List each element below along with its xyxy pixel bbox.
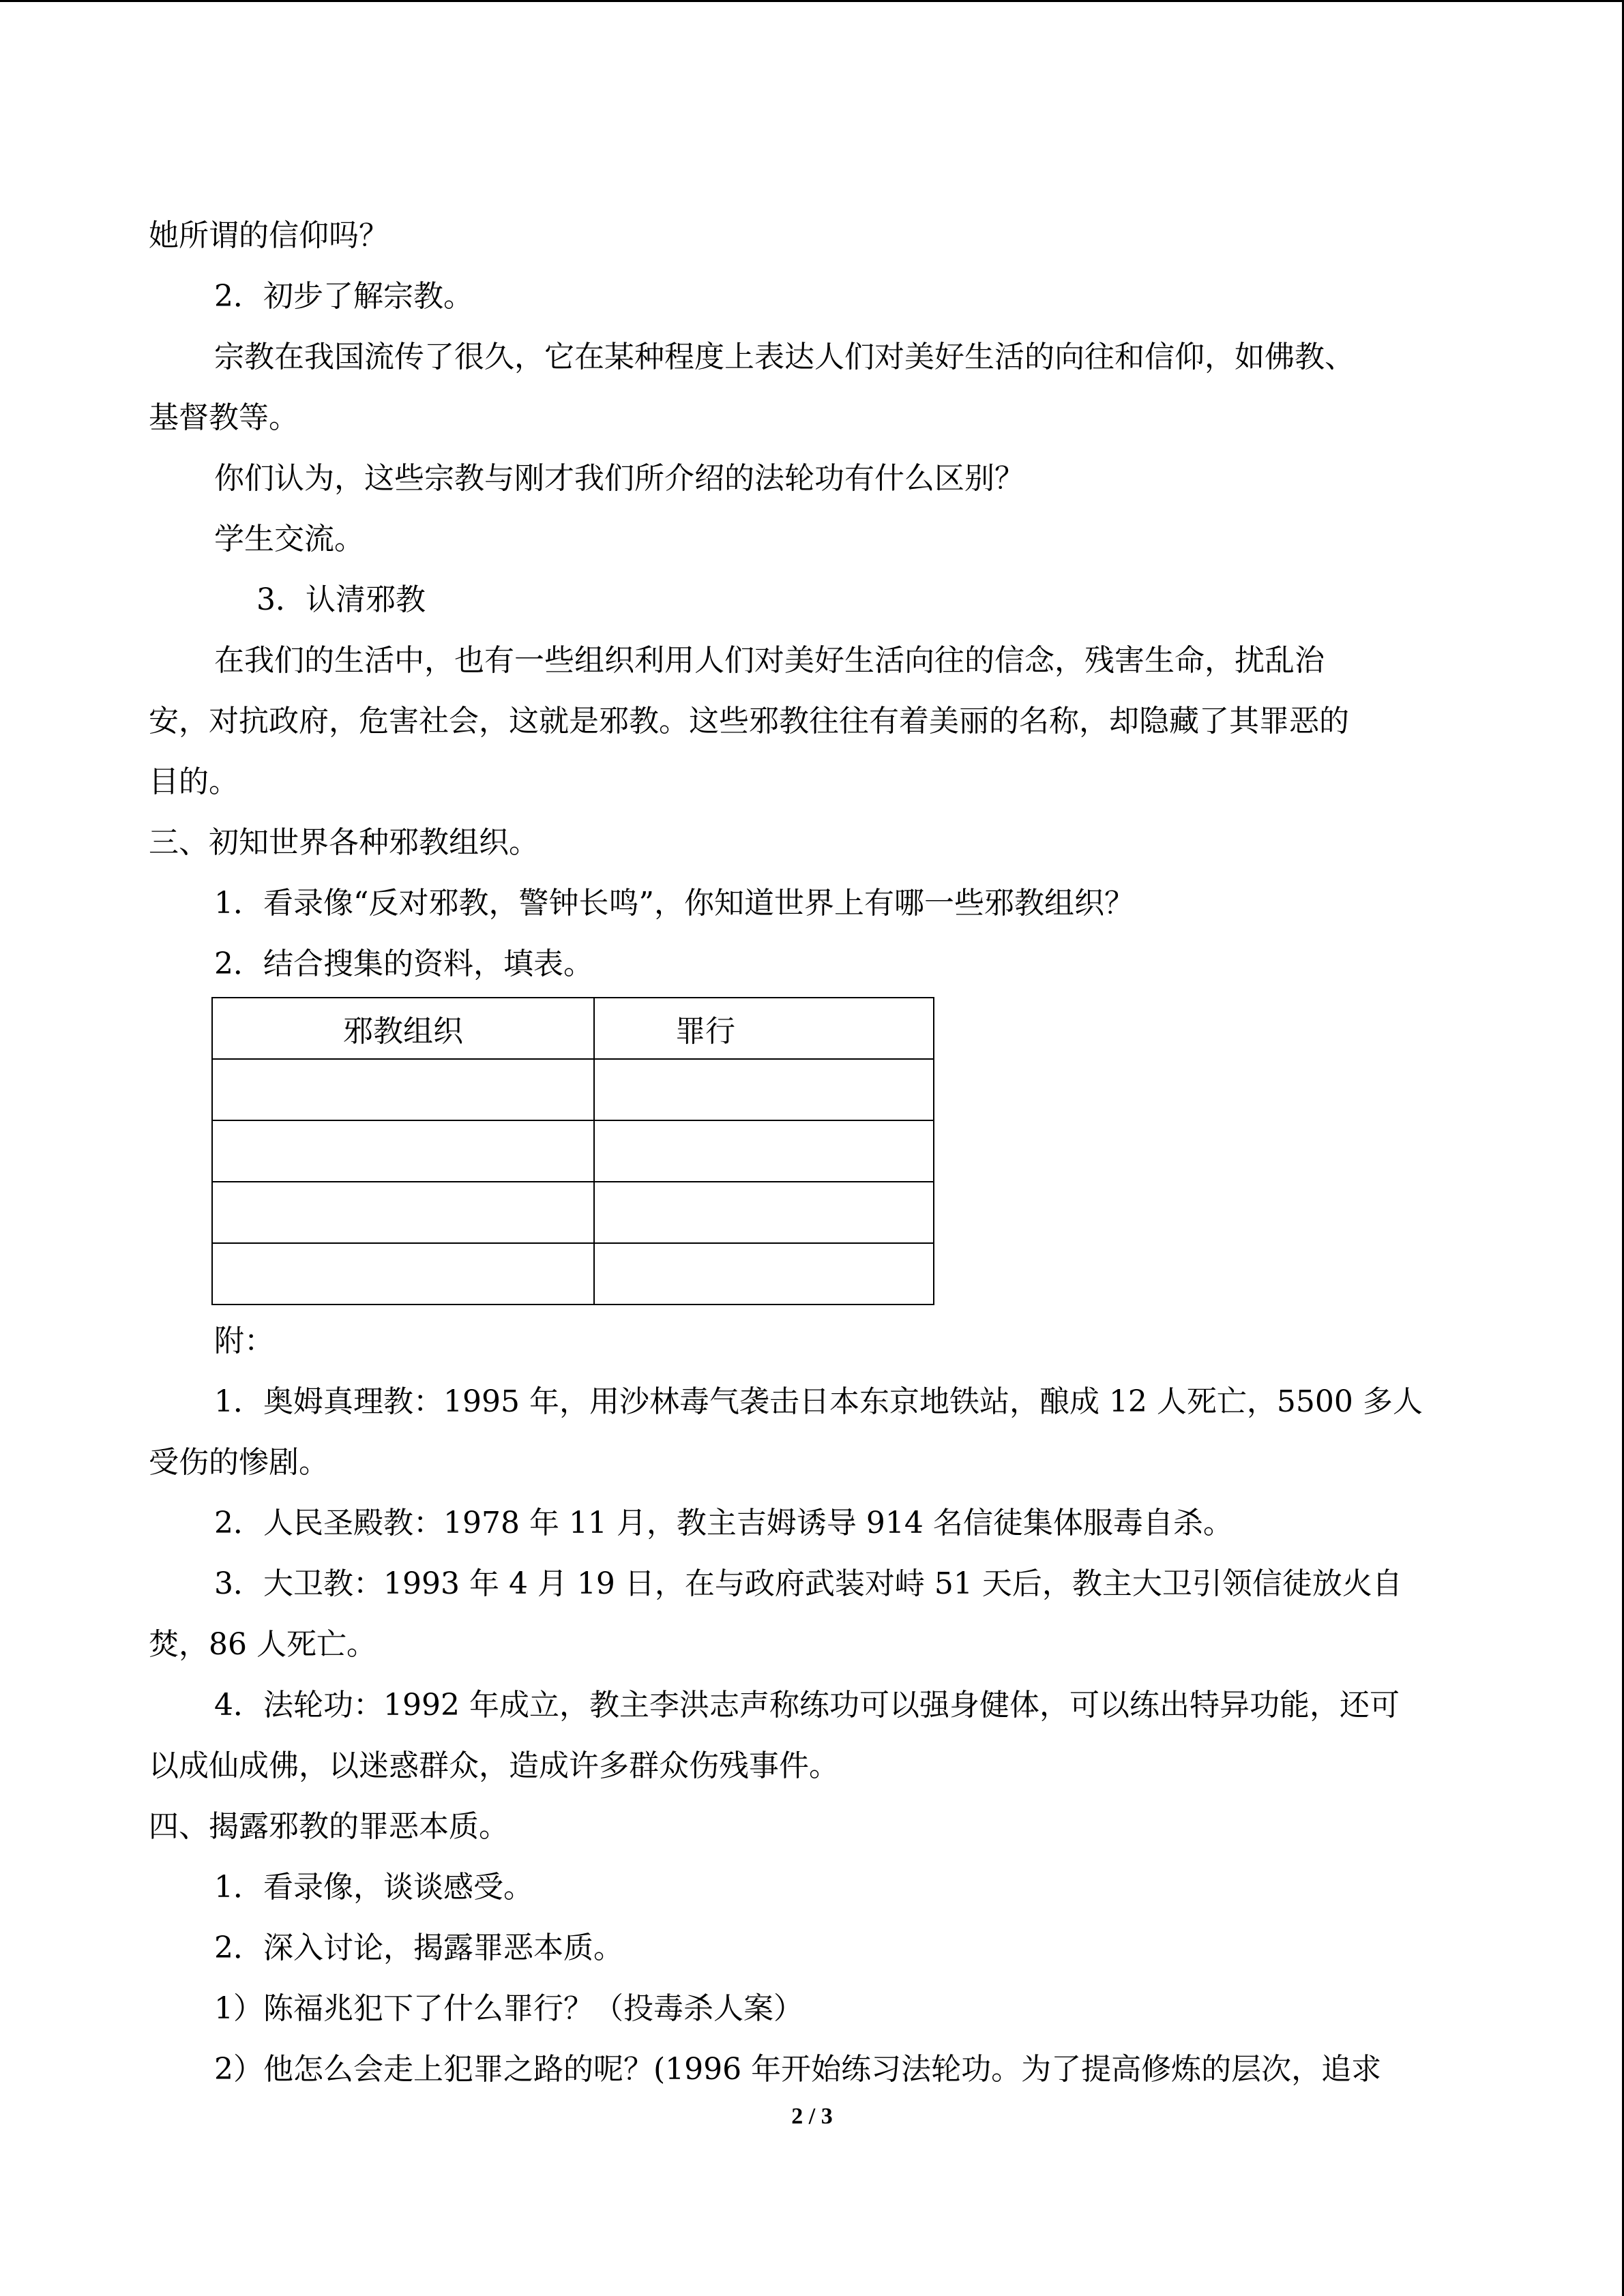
text-line: 1．看录像“反对邪教，警钟长鸣”，你知道世界上有哪一些邪教组织？ [214,886,1134,921]
table-cell [594,1243,934,1304]
text-line: 目的。 [149,764,239,799]
text-line: 2．人民圣殿教：1978 年 11 月，教主吉姆诱导 914 名信徒集体服毒自杀。 [214,1506,1233,1540]
table-row [212,1120,934,1182]
paragraphs-bottom [149,1311,1486,2100]
text-line: 4．法轮功：1992 年成立，教主李洪志声称练功可以强身健体，可以练出特异功能，还可 [214,1688,1400,1723]
text-line: 宗教在我国流传了很久，它在某种程度上表达人们对美好生活的向往和信仰，如佛教、 [214,340,1355,374]
table-cell [212,1243,594,1304]
table-row [212,1243,934,1304]
text-line: 你们认为，这些宗教与刚才我们所介绍的法轮功有什么区别？ [214,461,1024,496]
text-line: 安，对抗政府，危害社会，这就是邪教。这些邪教往往有着美丽的名称，却隐藏了其罪恶的 [149,704,1349,739]
fill-in-table [211,997,934,1305]
text-line: 附： [214,1324,274,1358]
text-line: 2．结合搜集的资料，填表。 [214,946,593,981]
text-line: 焚，86 人死亡。 [149,1627,377,1662]
text-line: 1．奥姆真理教：1995 年，用沙林毒气袭击日本东京地铁站，酿成 12 人死亡，5500 多人 [214,1384,1423,1419]
text-line: 学生交流。 [214,522,364,556]
document-body [149,205,1486,2100]
table-cell [594,1120,934,1182]
table-header-row [212,998,934,1059]
table-header-crimes: 罪行 [594,998,934,1059]
text-line: 受伤的惨剧。 [149,1445,329,1480]
table-row [212,1059,934,1120]
text-line: 2）他怎么会走上犯罪之路的呢？(1996 年开始练习法轮功。为了提高修炼的层次，追求 [214,2052,1382,2087]
text-line: 四、揭露邪教的罪恶本质。 [149,1809,509,1844]
text-line: 在我们的生活中，也有一些组织利用人们对美好生活向往的信念，残害生命，扰乱治 [214,643,1325,678]
table-cell [594,1059,934,1120]
text-line: 1）陈福兆犯下了什么罪行？（投毒杀人案） [214,1991,803,2026]
text-line: 1．看录像，谈谈感受。 [214,1870,533,1905]
paragraphs-top [149,205,1486,994]
text-line: 基督教等。 [149,400,299,435]
text-line: 2．初步了解宗教。 [214,279,473,314]
table-cell [212,1059,594,1120]
table-body [212,1059,934,1304]
text-line: 2．深入讨论，揭露罪恶本质。 [214,1930,623,1965]
text-line: 她所谓的信仰吗？ [149,218,389,253]
text-line: 3．大卫教：1993 年 4 月 19 日，在与政府武装对峙 51 天后，教主大卫引领信徒放火自 [214,1566,1402,1601]
page-number: 2 / 3 [791,2104,833,2129]
table-row [212,1182,934,1243]
text-line: 三、初知世界各种邪教组织。 [149,825,539,860]
table-header-cult: 邪教组织 [212,998,594,1059]
text-line: 3．认清邪教 [256,582,426,617]
table-cell [212,1120,594,1182]
text-line: 以成仙成佛，以迷惑群众，造成许多群众伤残事件。 [149,1748,839,1783]
table-cell [594,1182,934,1243]
table-cell [212,1182,594,1243]
